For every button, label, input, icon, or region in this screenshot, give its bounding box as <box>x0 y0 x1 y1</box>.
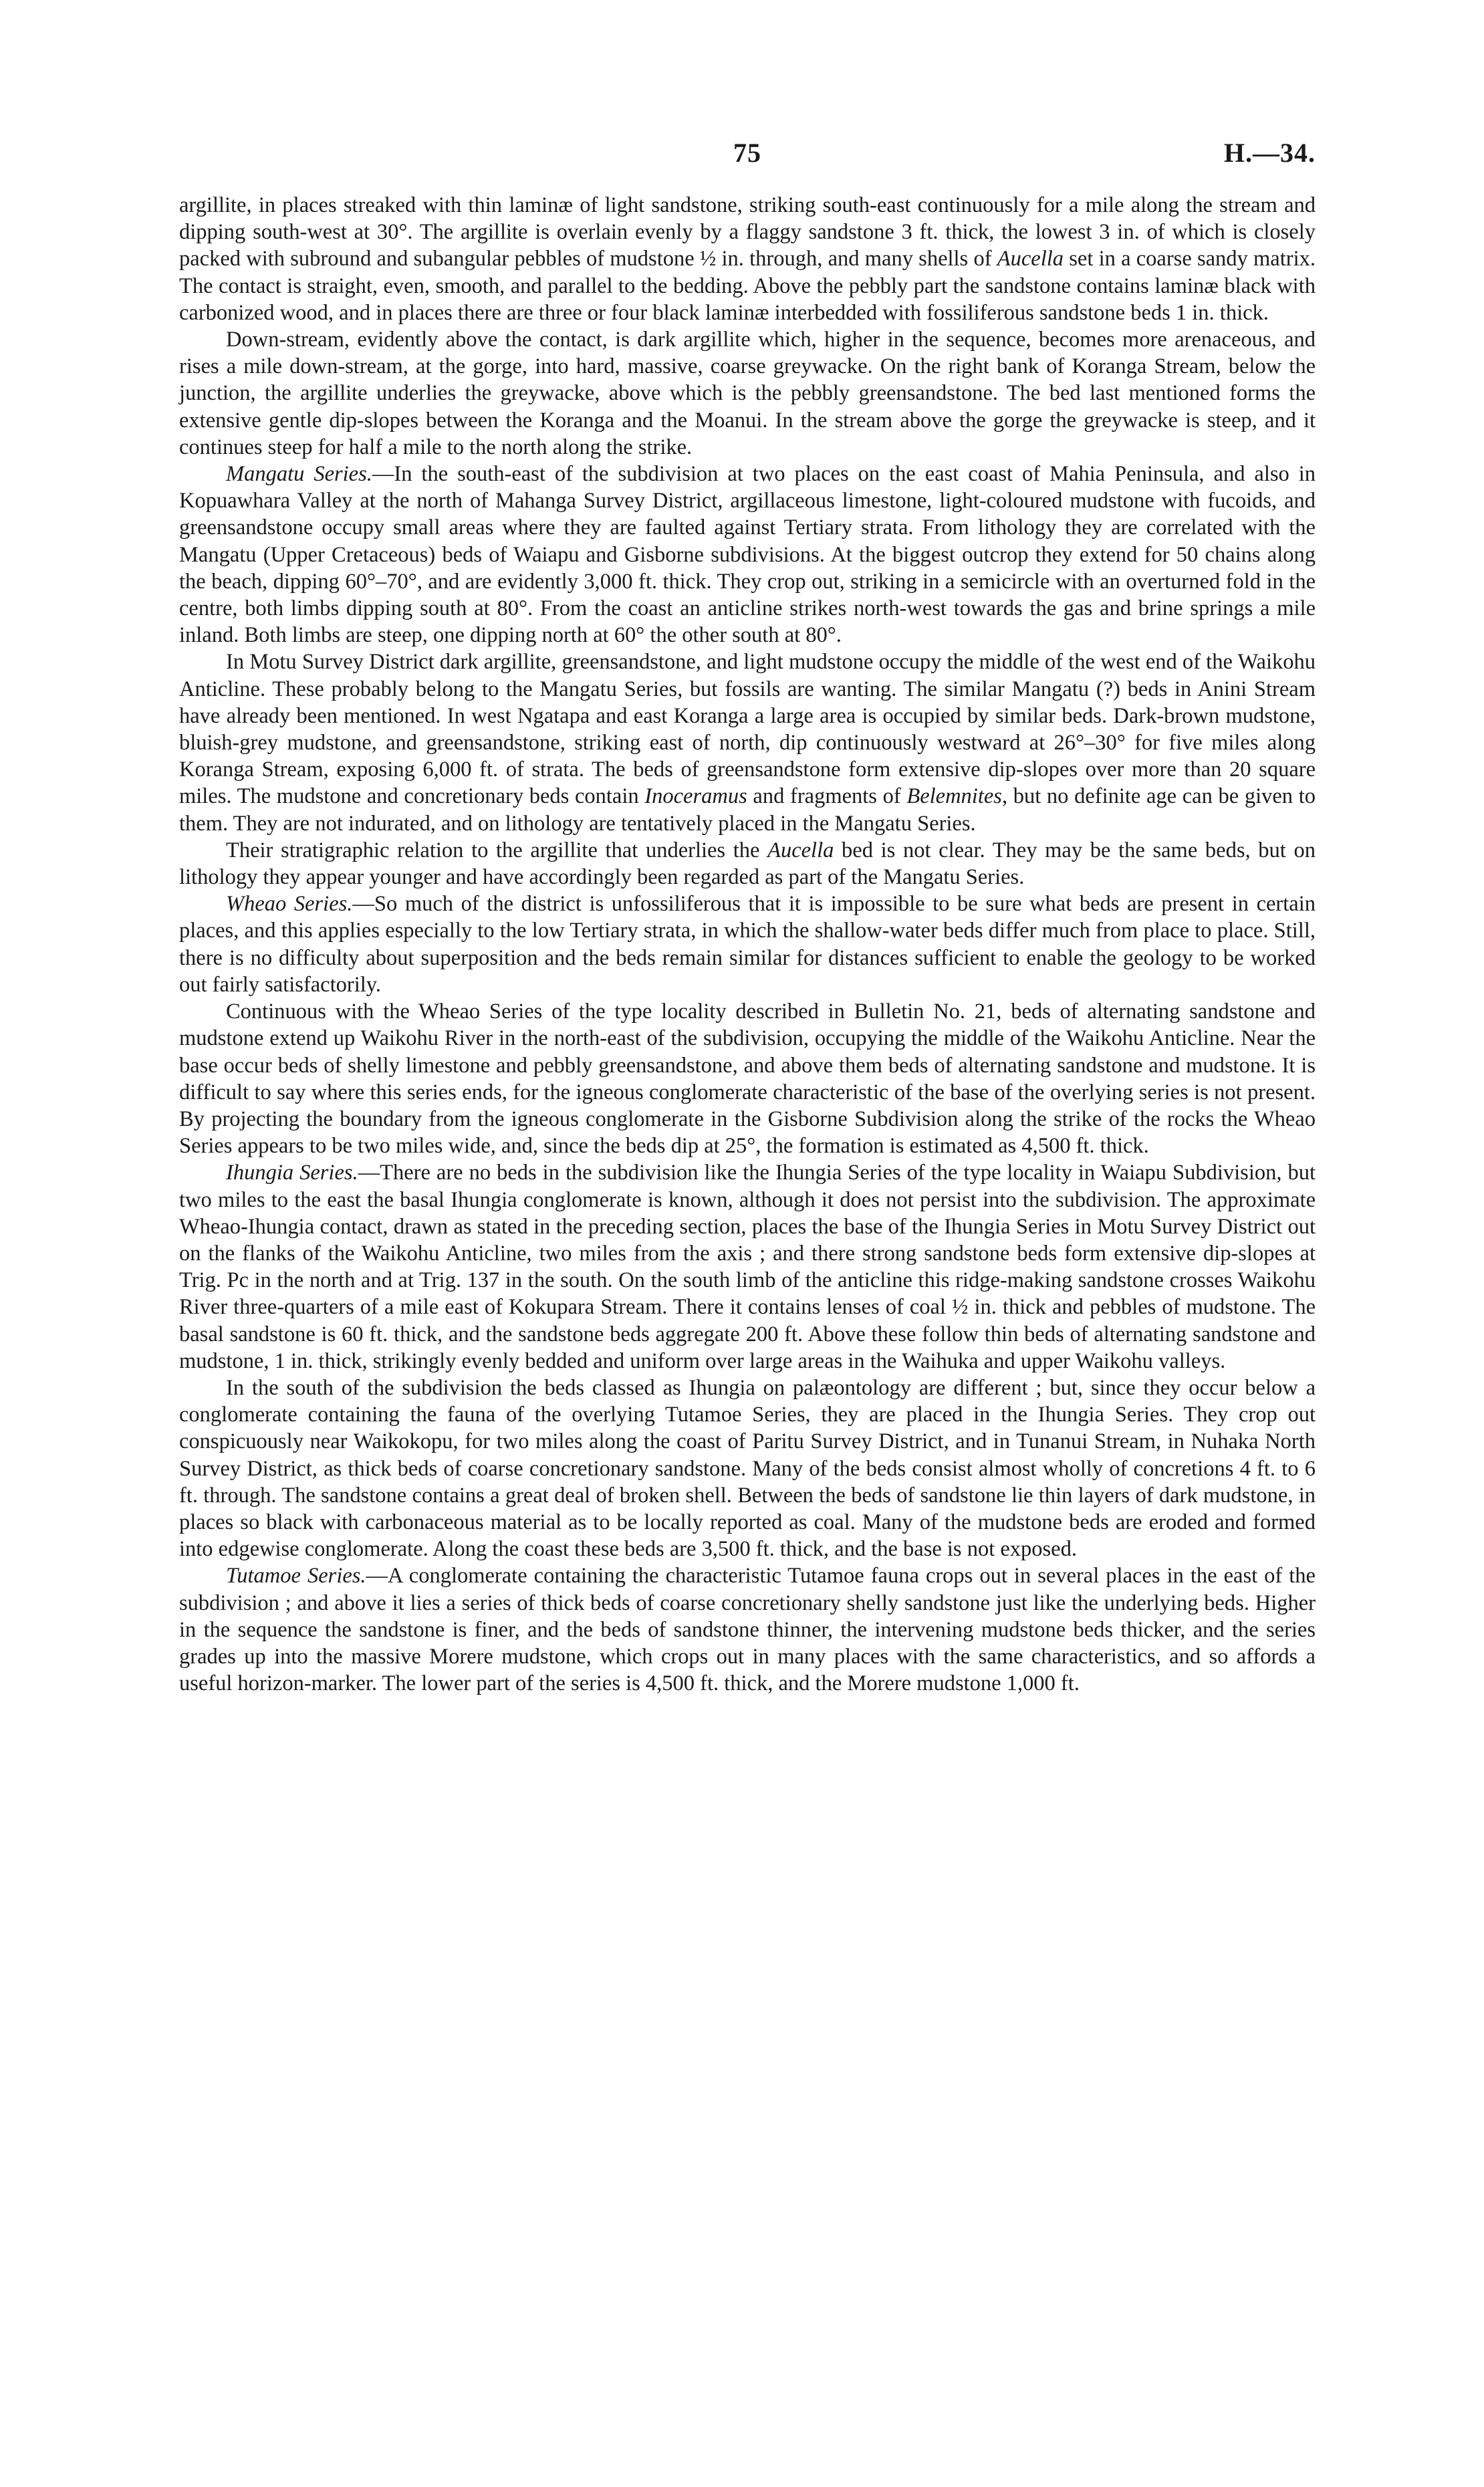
paragraph-tutamoe-series <box>179 1562 1316 1697</box>
paragraph-ihungia-series <box>179 1159 1316 1375</box>
paragraph-text: Down-stream, evidently above the contact, is dark argillite which, higher in the sequence, becomes more arenaceous, and rises a mile down-stream, at the gorge, into hard, massive, coarse greywacke. On the right bank of Koranga Stream, below the junction, the argillite underlies the greywacke, above which is the pebbly greensandstone. The bed last mentioned forms the extensive gentle dip-slopes between the Koranga and the Moanui. In the stream above the gorge the greywacke is steep, and it continues steep for half a mile to the north along the strike. <box>179 328 1316 459</box>
paragraph-text: In Motu Survey District dark argillite, greensandstone, and light mudstone occupy the middle of the west end of the Waikohu Anticline. These probably belong to the Mangatu Series, but fossils are wanting. The similar Mangatu (?) beds in Anini Stream have already been mentioned. In west Ngatapa and east Koranga a large area is occupied by similar beds. Dark-brown mudstone, bluish-grey mudstone, and greensandstone, striking east of north, dip continuously westward at 26°–30° for five miles along Koranga Stream, exposing 6,000 ft. of strata. The beds of greensandstone form extensive dip-slopes over more than 20 square miles. The mudstone and concretionary beds contain Inoceramus and fragments of Belemnites, but no definite age can be given to them. They are not indurated, and on lithology are tentatively placed in the Mangatu Series. <box>179 650 1316 836</box>
page-number: 75 <box>733 138 761 168</box>
section-heading-mangatu: Mangatu Series. <box>226 462 372 487</box>
section-heading-wheao: Wheao Series. <box>226 892 353 917</box>
paragraph-text: —There are no beds in the subdivision like the Ihungia Series of the type locality in Waiapu Subdivision, but two miles to the east the basal Ihungia conglomerate is known, although it does not persist into the subdivision. The approximate Wheao-Ihungia contact, drawn as stated in the preceding section, places the base of the Ihungia Series in Motu Survey District out on the flanks of the Waikohu Anticline, two miles from the axis ; and there strong sandstone beds form extensive dip-slopes at Trig. Pc in the north and at Trig. 137 in the south. On the south limb of the anticline this ridge-making sandstone crosses Waikohu River three-quarters of a mile east of Kokupara Stream. There it contains lenses of coal ½ in. thick and pebbles of mudstone. The basal sandstone is 60 ft. thick, and the sandstone beds aggregate 200 ft. Above these follow thin beds of alternating sandstone and mudstone, 1 in. thick, strikingly evenly bedded and uniform over large areas in the Waihuka and upper Waikohu valleys. <box>179 1161 1316 1373</box>
page-header <box>179 137 1316 184</box>
paragraph-continuation <box>179 192 1316 326</box>
paragraph-stratigraphic-relation <box>179 837 1316 891</box>
paragraph-text: Their stratigraphic relation to the argillite that underlies the Aucella bed is not clear. They may be the same beds, but on lithology they appear younger and have accordingly been regarded as part of the Mangatu Series. <box>179 838 1316 890</box>
paragraph-text: argillite, in places streaked with thin laminæ of light sandstone, striking south-east continuously for a mile along the stream and dipping south-west at 30°. The argillite is overlain evenly by a flaggy sandstone 3 ft. thick, the lowest 3 in. of which is closely packed with subround and subangular pebbles of mudstone ½ in. through, and many shells of Aucella set in a coarse sandy matrix. The contact is straight, even, smooth, and parallel to the bedding. Above the pebbly part the sandstone contains laminæ black with carbonized wood, and in places there are three or four black laminæ interbedded with fossiliferous sandstone beds 1 in. thick. <box>179 193 1316 325</box>
paragraph-motu-survey <box>179 648 1316 836</box>
paragraph-text: —In the south-east of the subdivision at two places on the east coast of Mahia Peninsula, and also in Kopuawhara Valley at the north of Mahanga Survey District, argillaceous limestone, light-coloured mudstone with fucoids, and greensandstone occupy small areas where they are faulted against Tertiary strata. From lithology they are correlated with the Mangatu (Upper Cretaceous) beds of Waiapu and Gisborne subdivisions. At the biggest outcrop they extend for 50 chains along the beach, dipping 60°–70°, and are evidently 3,000 ft. thick. They crop out, striking in a semicircle with an overturned fold in the centre, both limbs dipping south at 80°. From the coast an anticline strikes north-west towards the gas and brine springs a mile inland. Both limbs are steep, one dipping north at 60° the other south at 80°. <box>179 462 1316 648</box>
document-page <box>179 137 1316 1697</box>
paragraph-text: Continuous with the Wheao Series of the type locality described in Bulletin No. 21, beds of alternating sandstone and mudstone extend up Waikohu River in the north-east of the subdivision, occupying the middle of the Waikohu Anticline. Near the base occur beds of shelly limestone and pebbly greensandstone, and above them beds of alternating sandstone and mudstone. It is difficult to say where this series ends, for the igneous conglomerate characteristic of the base of the overlying series is not present. By projecting the boundary from the igneous conglomerate in the Gisborne Subdivision along the strike of the rocks the Wheao Series appears to be two miles wide, and, since the beds dip at 25°, the formation is estimated as 4,500 ft. thick. <box>179 999 1316 1159</box>
paragraph-wheao-series <box>179 891 1316 998</box>
paragraph-text: In the south of the subdivision the beds classed as Ihungia on palæontology are different ; but, since they occur below a conglomerate containing the fauna of the overlying Tutamoe Series, they are placed in the Ihungia Series. They crop out conspicuously near Waikokopu, for two miles along the coast of Paritu Survey District, and in Tunanui Stream, in Nuhaka North Survey District, as thick beds of coarse concretionary sandstone. Many of the beds consist almost wholly of concretions 4 ft. to 6 ft. through. The sandstone contains a great deal of broken shell. Between the beds of sandstone lie thin layers of dark mudstone, in places so black with carbonaceous material as to be locally reported as coal. Many of the mudstone beds are eroded and formed into edgewise conglomerate. Along the coast these beds are 3,500 ft. thick, and the base is not exposed. <box>179 1375 1316 1562</box>
paragraph-ihungia-south <box>179 1375 1316 1562</box>
paragraph-mangatu-series <box>179 461 1316 648</box>
body-text <box>179 192 1316 1697</box>
paragraph-text: —A conglomerate containing the characteristic Tutamoe fauna crops out in several places in the east of the subdivision ; and above it lies a series of thick beds of coarse concretionary shelly sandstone just like the underlying beds. Higher in the sequence the sandstone is finer, and the beds of sandstone thinner, the intervening mudstone beds thicker, and the series grades up into the massive Morere mudstone, which crops out in many places with the same characteristics, and so affords a useful horizon-marker. The lower part of the series is 4,500 ft. thick, and the Morere mudstone 1,000 ft. <box>179 1564 1316 1696</box>
document-code: H.—34. <box>1223 138 1316 168</box>
section-heading-ihungia: Ihungia Series. <box>226 1161 358 1185</box>
section-heading-tutamoe: Tutamoe Series. <box>226 1564 366 1588</box>
paragraph-text: —So much of the district is unfossiliferous that it is impossible to be sure what beds are present in certain places, and this applies especially to the low Tertiary strata, in which the shallow-water beds differ much from place to place. Still, there is no difficulty about superposition and the beds remain similar for distances sufficient to enable the geology to be worked out fairly satisfactorily. <box>179 892 1316 997</box>
paragraph-downstream <box>179 326 1316 461</box>
paragraph-wheao-continuous <box>179 998 1316 1159</box>
